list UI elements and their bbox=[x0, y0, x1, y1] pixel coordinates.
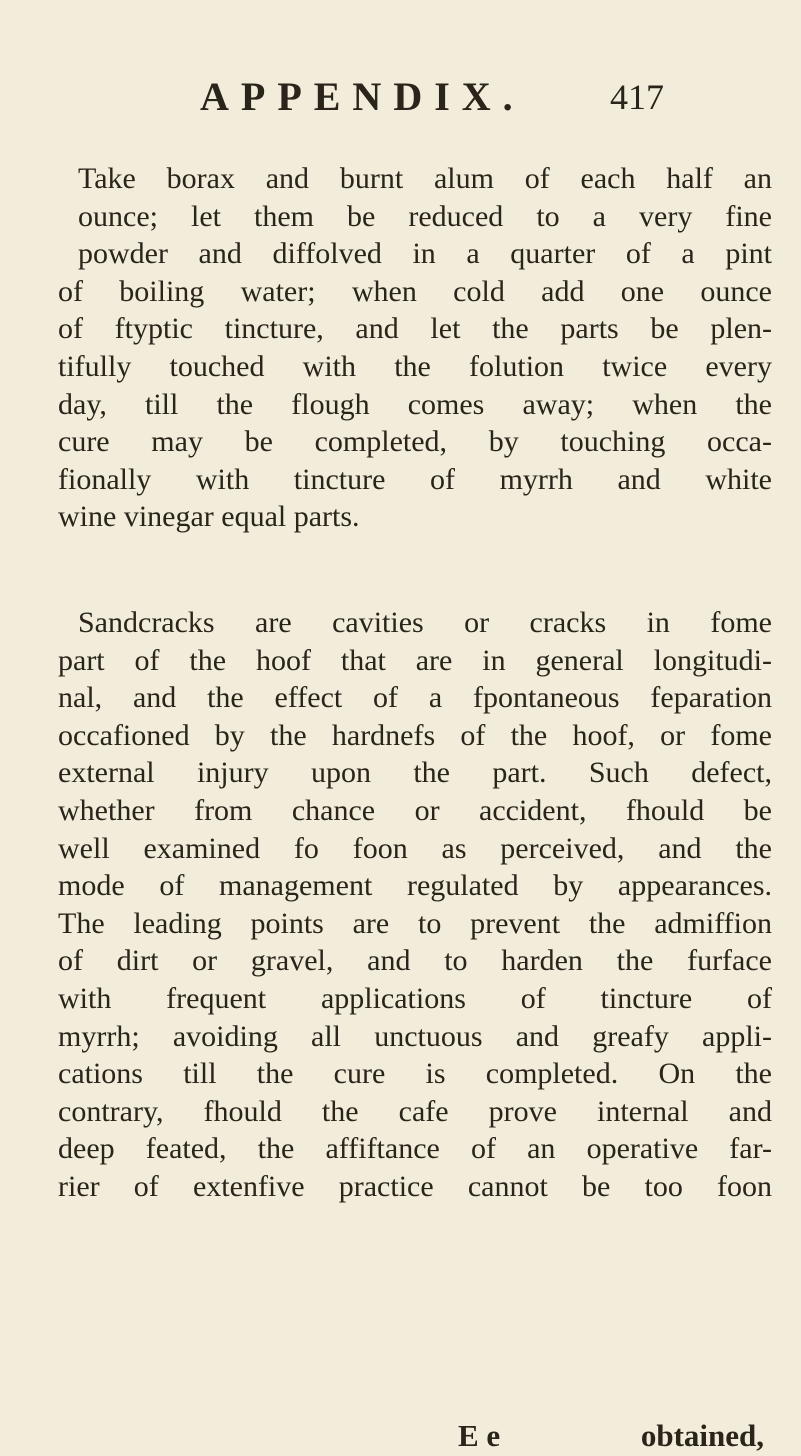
text-line: cations till the cure is completed. On the bbox=[58, 1057, 772, 1091]
catchline bbox=[58, 1416, 772, 1456]
text-line: part of the hoof that are in general longitudi- bbox=[58, 643, 772, 677]
text-line: Take borax and burnt alum of each half an bbox=[78, 162, 772, 195]
text-line: of dirt or gravel, and to harden the furface bbox=[58, 944, 772, 978]
text-line: whether from chance or accident, fhould be bbox=[58, 793, 772, 827]
text-line: myrrh; avoiding all unctuous and greafy appli- bbox=[58, 1019, 772, 1053]
text-line: Sandcracks are cavities or cracks in fome bbox=[78, 606, 772, 639]
text-line: nal, and the effect of a fpontaneous feparation bbox=[58, 681, 772, 715]
page-number: 417 bbox=[610, 77, 664, 117]
text-line: occafioned by the hardnefs of the hoof, or fome bbox=[58, 718, 772, 752]
paragraph-borax-remedy bbox=[58, 160, 772, 536]
text-line: fionally with tincture of myrrh and white bbox=[58, 462, 772, 496]
catchword: obtained, bbox=[640, 1418, 764, 1453]
text-line: The leading points are to prevent the admiffion bbox=[58, 906, 772, 940]
running-head bbox=[200, 72, 680, 122]
text-line: well examined fo foon as perceived, and the bbox=[58, 831, 772, 865]
text-line: rier of extenfive practice cannot be too foon bbox=[58, 1169, 772, 1203]
paragraph-sandcracks bbox=[58, 604, 772, 1206]
text-line: powder and diffolved in a quarter of a pint bbox=[78, 237, 772, 271]
signature-mark: E e bbox=[458, 1418, 501, 1453]
text-line: deep feated, the affiftance of an operative far- bbox=[58, 1132, 772, 1166]
text-line: tifully touched with the folution twice every bbox=[58, 349, 772, 383]
text-line: of boiling water; when cold add one ounce bbox=[58, 274, 772, 308]
text-line: ounce; let them be reduced to a very fine bbox=[78, 199, 772, 233]
text-line: of ftyptic tincture, and let the parts be plen- bbox=[58, 312, 772, 346]
text-line: cure may be completed, by touching occa- bbox=[58, 425, 772, 459]
header-title: APPENDIX. bbox=[200, 74, 525, 119]
text-line: day, till the flough comes away; when the bbox=[58, 387, 772, 421]
text-line: wine vinegar equal parts. bbox=[58, 500, 360, 534]
text-line: with frequent applications of tincture of bbox=[58, 981, 772, 1015]
text-line: mode of management regulated by appearances. bbox=[58, 869, 772, 903]
text-line: external injury upon the part. Such defect, bbox=[58, 756, 772, 790]
text-line: contrary, fhould the cafe prove internal and bbox=[58, 1094, 772, 1128]
